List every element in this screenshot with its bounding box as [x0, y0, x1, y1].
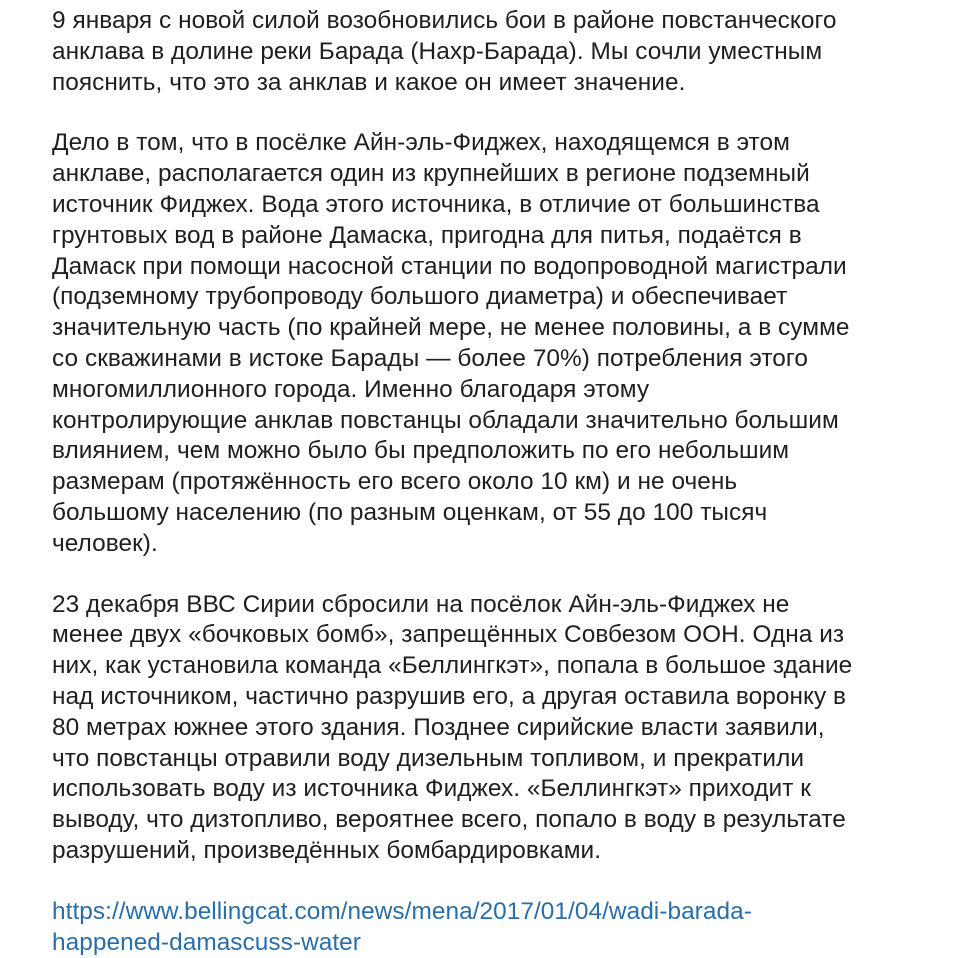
text-line: разрушений, произведённых бомбардировками.: [52, 836, 602, 864]
text-line: Дело в том, что в посёлке Айн-эль-Фиджех, находящемся в этом: [52, 129, 790, 157]
text-line: анклаве, располагается один из крупнейших в регионе подземный: [52, 160, 810, 188]
text-line: что повстанцы отравили воду дизельным топливом, и прекратили: [52, 744, 805, 772]
text-line: многомиллионного города. Именно благодаря этому: [52, 375, 650, 403]
paragraph-spacer: [52, 98, 952, 128]
text-line: 9 января с новой силой возобновились бои в районе повстанческого: [52, 7, 837, 34]
text-line: грунтовых вод в районе Дамаска, пригодна для питья, подаётся в: [52, 221, 802, 249]
paragraph-2: [52, 128, 952, 559]
text-line: контролирующие анклав повстанцы обладали значительно большим: [52, 406, 839, 434]
text-line: 80 метрах южнее этого здания. Позднее сирийские власти заявили,: [52, 713, 825, 741]
text-line: анклава в долине реки Барада (Нахр-Барада). Мы сочли уместным: [52, 37, 823, 65]
text-line: значительную часть (по крайней мере, не менее половины, а в сумме: [52, 314, 850, 342]
link-line[interactable]: happened-damascuss-water: [52, 928, 361, 956]
link-line[interactable]: https://www.bellingcat.com/news/mena/2017/01/04/wadi-barada-: [52, 897, 752, 925]
text-line: большому населению (по разным оценкам, от 55 до 100 тысяч: [52, 498, 768, 526]
paragraph-spacer: [52, 560, 952, 590]
text-line: источник Фиджех. Вода этого источника, в отличие от большинства: [52, 190, 820, 218]
text-line: размерам (протяжённость его всего около 10 км) и не очень: [52, 468, 738, 496]
paragraph-1: [52, 6, 952, 98]
paragraph-3: [52, 590, 952, 867]
text-line: них, как установила команда «Беллингкэт», попала в большое здание: [52, 652, 853, 680]
bellingcat-article-link[interactable]: [52, 897, 952, 958]
text-line: 23 декабря ВВС Сирии сбросили на посёлок Айн-эль-Фиджех не: [52, 590, 790, 618]
text-line: влиянием, чем можно было бы предположить по его небольшим: [52, 437, 790, 465]
text-line: со скважинами в истоке Барады — более 70%) потребления этого: [52, 344, 808, 372]
text-line: над источником, частично разрушив его, а другая оставила воронку в: [52, 682, 847, 710]
paragraph-spacer: [52, 867, 952, 897]
text-line: человек).: [52, 529, 158, 557]
text-line: Дамаск при помощи насосной станции по водопроводной магистрали: [52, 252, 847, 280]
text-line: выводу, что дизтопливо, вероятнее всего, попало в воду в результате: [52, 806, 846, 834]
text-line: использовать воду из источника Фиджех. «Беллингкэт» приходит к: [52, 775, 811, 803]
post-body: [52, 6, 952, 958]
text-line: пояснить, что это за анклав и какое он имеет значение.: [52, 68, 686, 96]
text-line: (подземному трубопроводу большого диаметра) и обеспечивает: [52, 283, 788, 311]
text-line: менее двух «бочковых бомб», запрещённых Совбезом ООН. Одна из: [52, 621, 845, 649]
